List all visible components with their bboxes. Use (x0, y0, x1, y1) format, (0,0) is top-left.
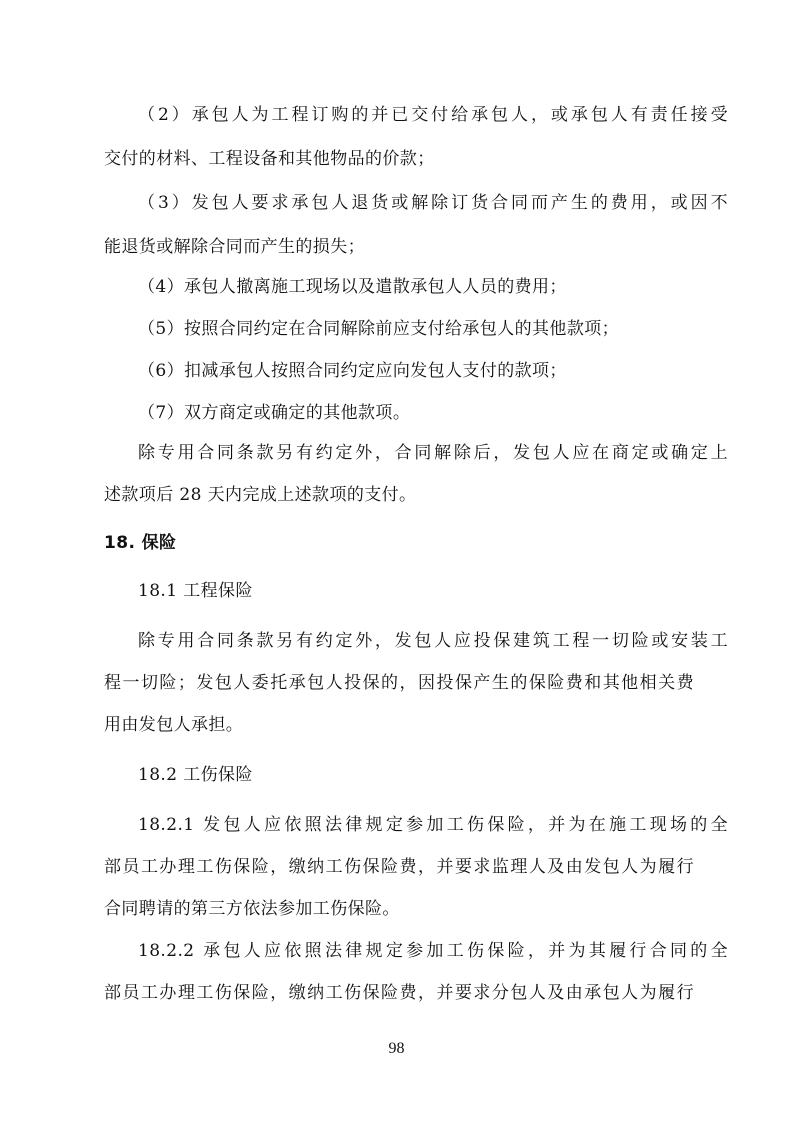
subsection-heading: 18.1 工程保险 (138, 581, 253, 601)
text-line: （7）双方商定或确定的其他款项。 (138, 403, 411, 423)
text-line: 交付的材料、工程设备和其他物品的价款； (104, 149, 435, 169)
text-line: 除专用合同条款另有约定外，合同解除后，发包人应在商定或确定上 (138, 443, 728, 463)
text-line: （5）按照合同约定在合同解除前应支付给承包人的其他款项； (138, 319, 620, 339)
text-line: 除专用合同条款另有约定外，发包人应投保建筑工程一切险或安装工 (138, 631, 728, 651)
text-line: 述款项后 28 天内完成上述款项的支付。 (104, 485, 417, 505)
text-line: 部员工办理工伤保险，缴纳工伤保险费，并要求监理人及由发包人为履行 (104, 857, 694, 877)
text-line: 用由发包人承担。 (104, 715, 244, 735)
text-line: 合同聘请的第三方依法参加工伤保险。 (104, 899, 400, 919)
text-line: （6）扣减承包人按照合同约定应向发包人支付的款项； (138, 361, 567, 381)
text-line: （2）承包人为工程订购的并已交付给承包人，或承包人有责任接受 (138, 105, 728, 125)
text-line: 程一切险；发包人委托承包人投保的，因投保产生的保险费和其他相关费 (104, 673, 694, 693)
section-heading: 18. 保险 (104, 533, 177, 553)
text-line: 部员工办理工伤保险，缴纳工伤保险费，并要求分包人及由承包人为履行 (104, 983, 694, 1003)
text-line: 18.2.1 发包人应依照法律规定参加工伤保险，并为在施工现场的全 (138, 815, 728, 835)
text-line: （4）承包人撤离施工现场以及遣散承包人人员的费用； (138, 277, 567, 297)
subsection-heading: 18.2 工伤保险 (138, 765, 253, 785)
text-line: 能退货或解除合同而产生的损失； (104, 237, 365, 257)
text-line: 18.2.2 承包人应依照法律规定参加工伤保险，并为其履行合同的全 (138, 941, 728, 961)
text-line: （3）发包人要求承包人退货或解除订货合同而产生的费用，或因不 (138, 193, 728, 213)
page-number: 98 (388, 1040, 405, 1057)
